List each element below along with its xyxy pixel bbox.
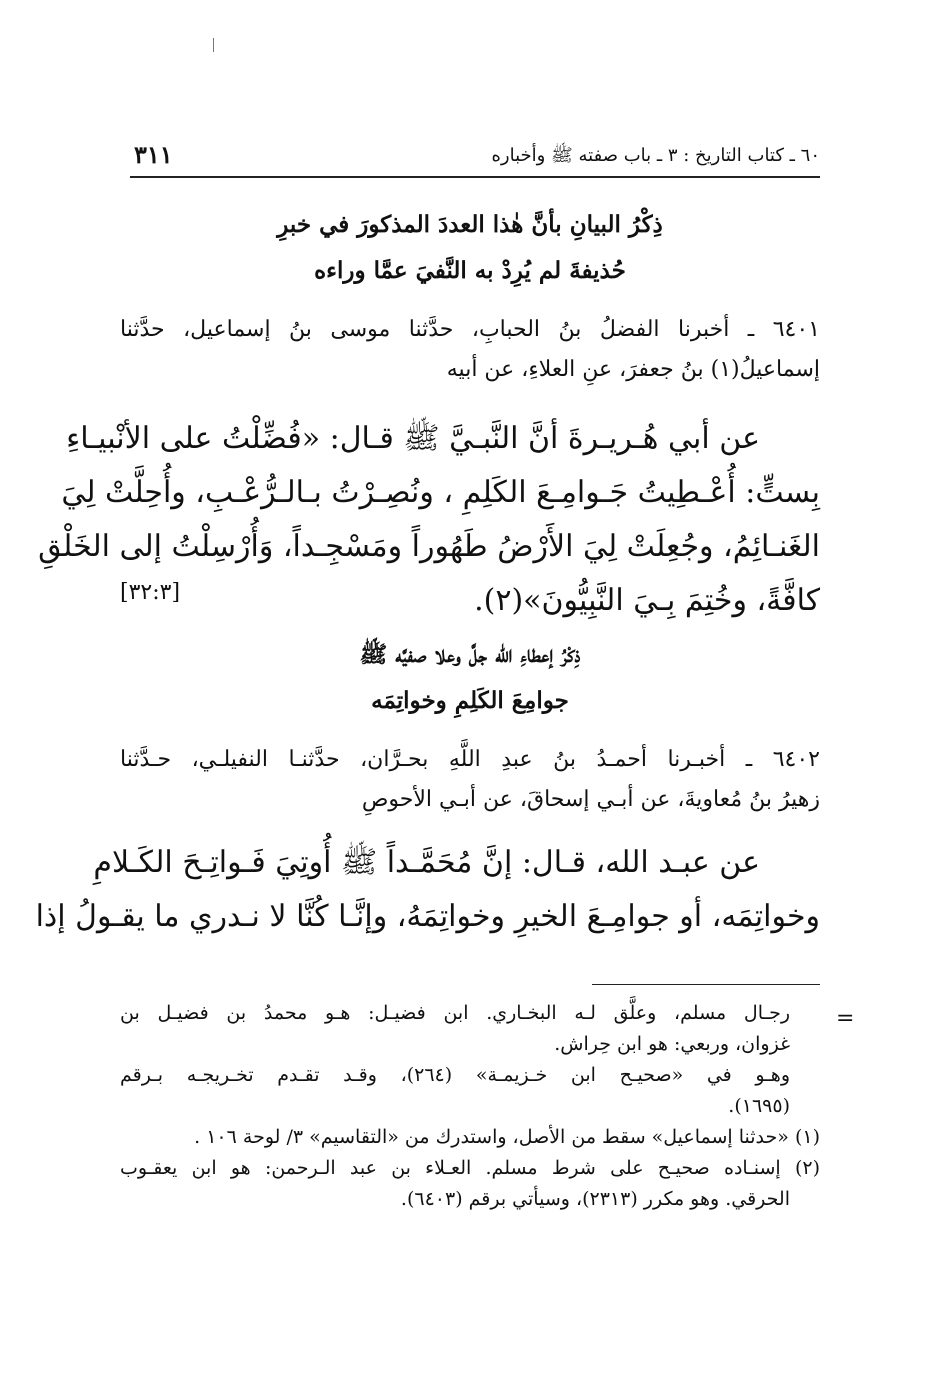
matn-line: وخواتِمَه، أو جوامِـعَ الخيرِ وخواتِمَهُ، وإنَّـا كُنَّا لا نـدري ما يقـولُ إذا [35,899,820,934]
hadith-6401-isnad [120,310,820,390]
footnote-line: (٢) إسنـاده صحيـح على شرط مسلم. العـلاء بن عبد الـرحمن: هو ابن يعقـوب [120,1157,820,1179]
matn-line: عن عبـد الله، قـال: إنَّ مُحَمَّـداً ﷺ أُوتِيَ فَـواتِـحَ الكَـلامِ [93,845,760,880]
heading-line: ذِكْرُ البيانِ بأنَّ هٰذا العددَ المذكورَ في خبرِ [277,211,663,238]
hadith-6402-matn [35,836,820,944]
hadith-6401-citation: [٣٢:٣] [120,580,181,605]
heading-line: ذِكْرُ إعطاءِ الله جلَّ وعلا صفيَّه ﷺ [359,641,581,668]
isnad-line: زهيرُ بنُ مُعاويةَ، عن أبـي إسحاقَ، عن أبـي الأحوصِ [361,787,820,812]
footnote-line: رجـال مسلم، وعلَّق لـه البخـاري. ابن فضيـل: هـو محمدُ بن فضيـل بن [120,1002,790,1024]
section-1-heading [120,202,820,294]
hadith-6402-isnad [120,740,820,820]
isnad-line: ٦٤٠٢ ـ أخبـرنا أحمـدُ بنُ عبدِ اللَّهِ بحـرَّان، حدَّثنـا النفيلـي، حـدَّثنا [120,747,820,772]
heading-line: حُذيفةَ لم يُرِدْ به النَّفيَ عمَّا وراءه [314,257,626,284]
isnad-line: إسماعيلُ(١) بنُ جعفرَ، عنِ العلاءِ، عن أبيه [446,357,820,382]
isnad-line: ٦٤٠١ ـ أخبرنا الفضلُ بنُ الحبابِ، حدَّثنا موسى بنُ إسماعيل، حدَّثنا [120,317,820,342]
footnote-continuation-marker: = [836,1006,855,1031]
footnote-separator [592,984,820,985]
section-2-heading [120,632,820,724]
matn-line: بِستٍّ: أُعْـطِيتُ جَـوامِـعَ الكَلِمِ ، ونُصِـرْتُ بـالـرُّعْـبِ، وأُحِلَّتْ لِيَ [61,475,820,510]
footnote-line: غزوان، وربعي: هو ابن حِراش. [554,1033,790,1055]
scan-mark [213,38,214,52]
footnote-line: (١) «حدثنا إسماعيل» سقط من الأصل، واستدرك من «التقاسيم» ٣/ لوحة ١٠٦ . [194,1126,820,1148]
footnote-line: الحرقي. وهو مكرر (٢٣١٣)، وسيأتي برقم (٦٤٠٣). [400,1188,790,1210]
citation-wrap [120,580,820,610]
header-title: ٦٠ ـ كتاب التاريخ : ٣ ـ باب صفته ﷺ وأخباره [491,145,820,166]
matn-line: الغَنـائِمُ، وجُعِلَتْ لِيَ الأَرْضُ طَهُوراً ومَسْجِـداً، وَأُرْسِلْتُ إلى الخَلْقِ [38,529,820,564]
heading-line: جوامِعَ الكَلِمِ وخواتِمَه [371,687,569,714]
footnote-line: (١٦٩٥). [728,1095,790,1117]
footnotes [120,998,820,1215]
matn-line: عن أبي هُـريـرةَ أنَّ النَّبـيَّ ﷺ قـال: «فُضِّلْتُ على الأنْبيـاءِ [66,421,760,456]
running-header [130,140,820,178]
footnote-line: وهـو في «صحيـح ابن خـزيمـة» (٢٦٤)، وقـد تقـدم تخـريجـه بـرقم [120,1064,790,1086]
page-number: ٣١١ [134,140,173,169]
matn-line: كافَّةً، وخُتِمَ بِـيَ النَّبِيُّونَ»(٢). [474,583,820,618]
